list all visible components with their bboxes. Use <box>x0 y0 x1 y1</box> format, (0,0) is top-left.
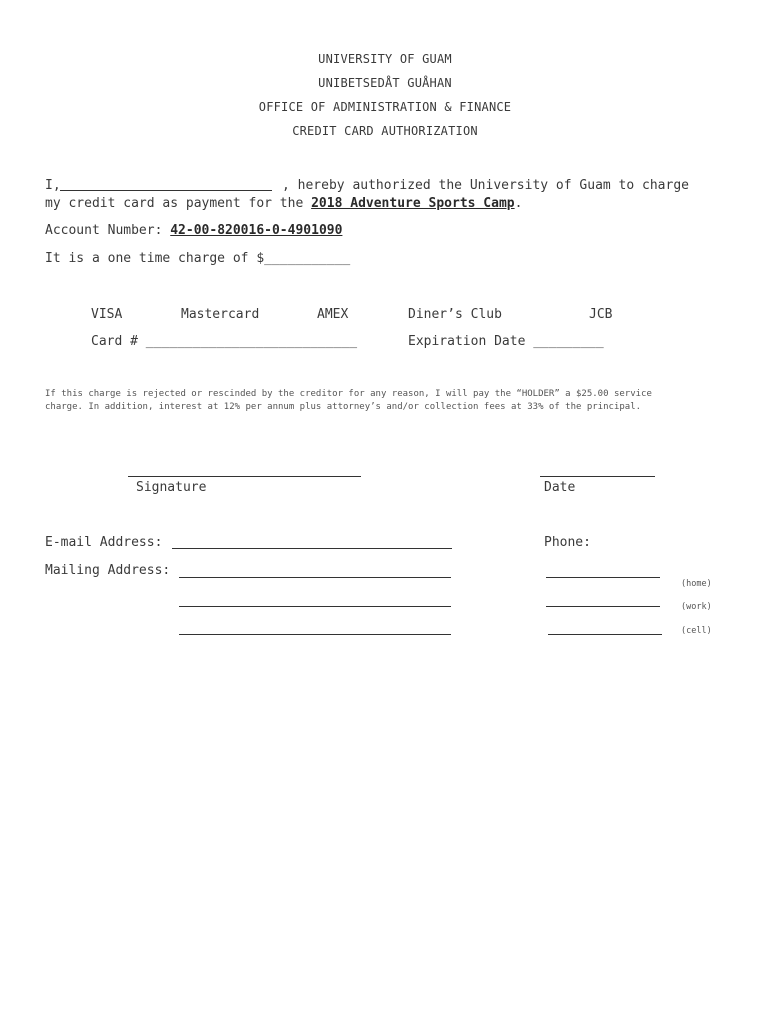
university-name: UNIVERSITY OF GUAM <box>318 52 452 66</box>
account-label: Account Number: <box>45 223 163 238</box>
auth-line-2-prefix: my credit card as payment for the <box>45 196 304 211</box>
date-label: Date <box>544 480 576 495</box>
card-number-field[interactable]: ___________________________ <box>145 334 358 349</box>
notice-line-2: charge. In addition, interest at 12% per annum plus attorney’s and/or collection fees at 33% of the principal. <box>45 402 642 412</box>
expiration-field[interactable]: _________ <box>533 334 604 349</box>
auth-prefix: I, <box>45 178 61 193</box>
card-number-label: Card # <box>91 334 138 349</box>
mailing-address-line-2[interactable] <box>179 606 451 607</box>
date-line[interactable] <box>540 476 655 477</box>
office-name: OFFICE OF ADMINISTRATION & FINANCE <box>258 100 512 114</box>
university-name-chamorro: UNIBETSEDÅT GUÅHAN <box>318 76 452 90</box>
email-label: E-mail Address: <box>45 535 163 550</box>
auth-line-2-suffix: . <box>514 196 523 211</box>
signature-label: Signature <box>136 480 207 495</box>
mailing-address-line-3[interactable] <box>179 634 451 635</box>
expiration-row <box>408 334 604 349</box>
phone-home-field[interactable] <box>546 577 660 578</box>
notice-line-1: If this charge is rejected or rescinded by the creditor for any reason, I will pay the “HOLDER” a $25.00 service <box>45 389 652 399</box>
auth-line-2 <box>45 196 522 211</box>
mailing-address-line-1[interactable] <box>179 577 451 578</box>
card-type-diners-club[interactable]: Diner’s Club <box>408 307 502 322</box>
phone-home-label: (home) <box>681 579 712 589</box>
account-number: 42-00-820016-0-4901090 <box>170 223 343 238</box>
phone-work-field[interactable] <box>546 606 660 607</box>
card-type-jcb[interactable]: JCB <box>589 307 613 322</box>
card-type-amex[interactable]: AMEX <box>317 307 349 322</box>
mailing-address-label: Mailing Address: <box>45 563 171 578</box>
card-type-mastercard[interactable]: Mastercard <box>181 307 260 322</box>
form-title: CREDIT CARD AUTHORIZATION <box>292 124 478 138</box>
signature-line[interactable] <box>128 476 361 477</box>
program-name: 2018 Adventure Sports Camp <box>311 196 515 211</box>
account-row <box>45 223 342 238</box>
name-blank-line[interactable] <box>60 190 272 191</box>
phone-work-label: (work) <box>681 602 712 612</box>
email-field[interactable] <box>172 548 452 549</box>
phone-label: Phone: <box>544 535 591 550</box>
card-number-row <box>91 334 357 349</box>
card-type-visa[interactable]: VISA <box>91 307 123 322</box>
auth-statement: , hereby authorized the University of Guam to charge <box>282 178 689 193</box>
phone-cell-field[interactable] <box>548 634 662 635</box>
phone-cell-label: (cell) <box>681 626 712 636</box>
expiration-label: Expiration Date <box>408 334 526 349</box>
charge-amount-line[interactable]: It is a one time charge of $___________ <box>45 251 351 266</box>
